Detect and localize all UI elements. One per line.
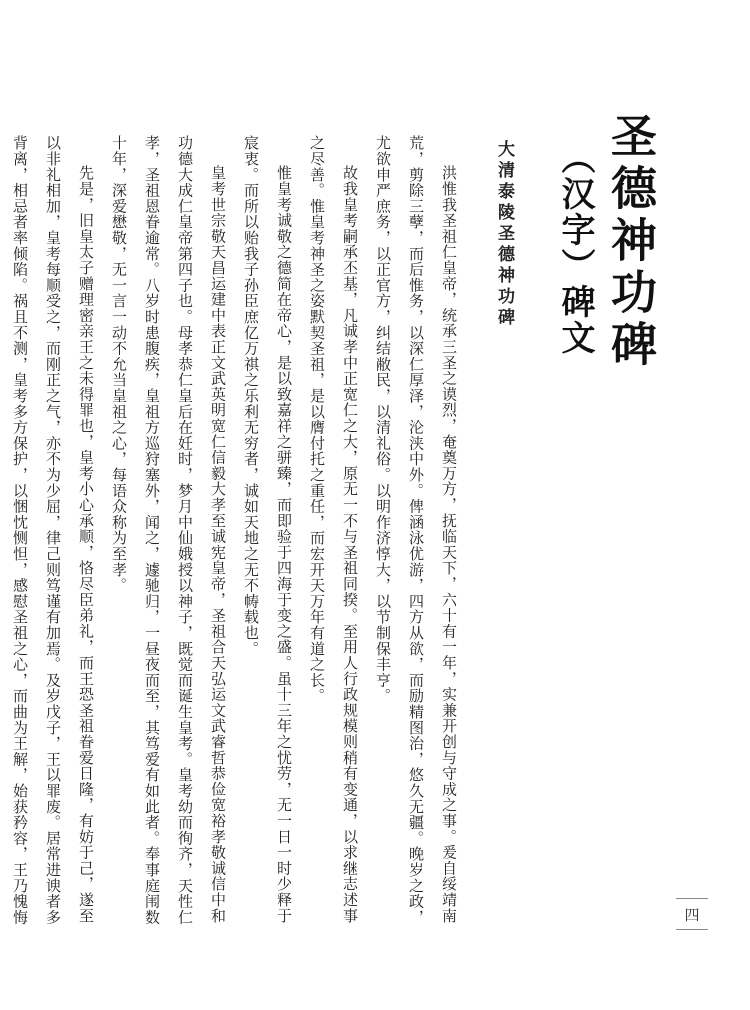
paragraph: 皇考世宗敬天昌运建中表正文武英明宽仁信毅大孝至诚宪皇帝，圣祖合天弘运文武睿哲恭俭宽裕孝敬诚信中和功德大成仁皇帝第四子也。母孝恭仁皇后在妊时，梦月中仙娥授以神子，既觉而诞生皇考。皇考幼而徇齐，天性仁孝，圣祖恩眷逾常。八岁时患腹疾，皇祖方巡狩塞外，闻之，遽驰归，一昼夜而至，其笃爱有如此者。奉事庭闱数十年，深爱懋敬，无一言一动不允当皇祖之心，每语众称为至孝。 xyxy=(110,135,227,925)
page-subtitle: （汉字）碑文 xyxy=(555,140,595,356)
paragraph: 惟皇考诚敬之德简在帝心，是以致嘉祥之骈臻，而即验于四海于变之盛。虽十三年之忧劳，无一日一时少释于宸衷。而所以贻我子孙臣庶亿万祺之乐利无穷者，诚如天地之无不帱载也。 xyxy=(242,135,293,924)
paragraph: 先是，旧皇太子赠理密亲王之未得罪也，皇考小心承顺，恪尽臣弟礼，而王恐圣祖眷爱日隆，有妨于己，遂至以非礼相加，皇考每顺受之，而刚正之气，亦不为少屈，律己则笃谨有加焉。及岁戊子，王以罪废。居常进谀者多背离，相忌者率倾陷。祸且不测，皇考多方保护，以悃忱恻怛，感慰圣祖之心，而曲为王解，始获矜容，王乃愧悔 xyxy=(11,135,95,925)
page-title: 圣德神功碑 xyxy=(604,112,658,372)
page-number: 四 xyxy=(676,898,708,930)
paragraph: 故我皇考嗣承丕基，凡诚孝中正宽仁之大，原无一不与圣祖同揆。至用人行政规模则稍有变通，以求继志述事之尽善。惟皇考神圣之姿默契圣祖，是以膺付托之重任，而宏开天万年有道之长。 xyxy=(308,135,359,924)
inscription-body xyxy=(0,135,465,935)
section-heading: 大清泰陵圣德神功碑 xyxy=(494,140,514,329)
paragraph: 洪惟我圣祖仁皇帝，统承三圣之谟烈，奄奠万方，抚临天下，六十有一年，实兼开创与守成之事。爰自绥靖南荒，剪除三孽，而后惟务，以深仁厚泽，沦浃中外。俾涵泳优游，四方从欲，而励精图治，悠久无疆。晚岁之政，尤欲申严庶务，以正官方，纠结敝民，以清礼俗。以明作济惇大，以节制保丰亨。 xyxy=(374,135,458,925)
